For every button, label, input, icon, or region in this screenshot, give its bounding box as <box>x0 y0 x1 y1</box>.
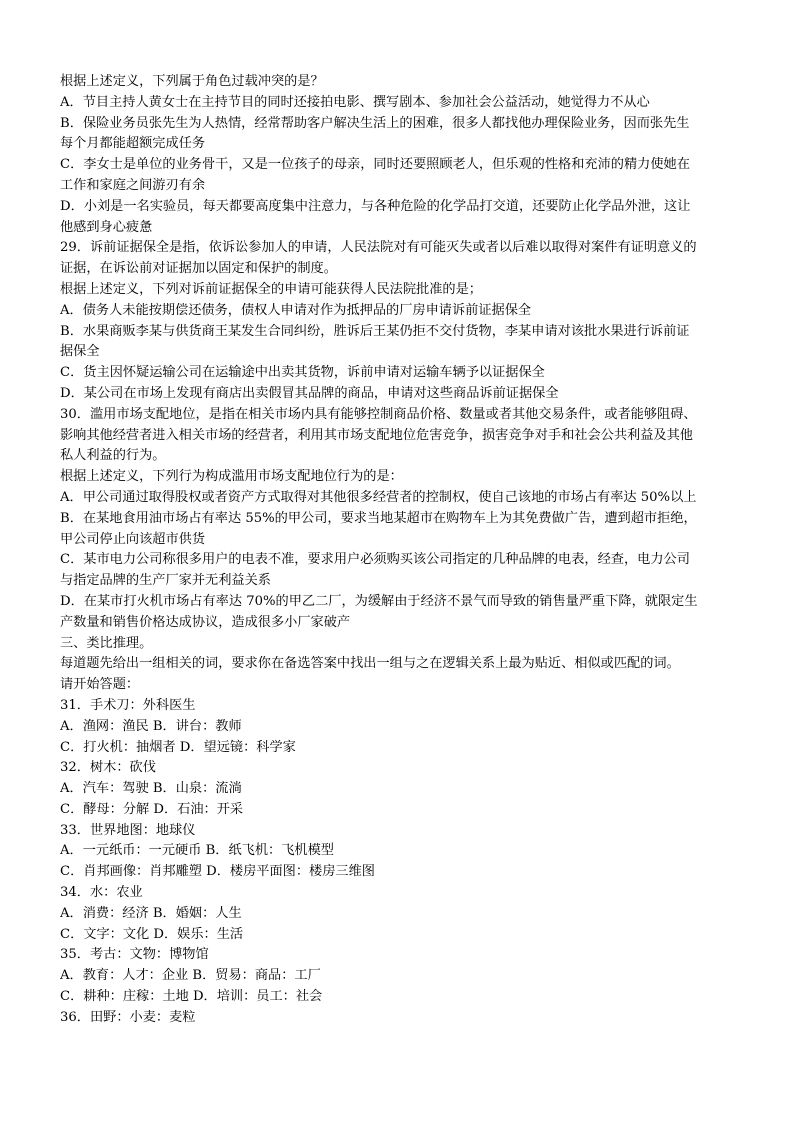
question-stem: 35．考古：文物：博物馆 <box>60 947 209 963</box>
text-line: 产数量和销售价格达成协议，造成很多小厂家破产 <box>60 614 351 630</box>
text-line: 私人利益的行为。 <box>60 448 166 464</box>
section-heading: 三、类比推理。 <box>60 635 153 651</box>
text-line: A．甲公司通过取得股权或者资产方式取得对其他很多经营者的控制权，使自己该地的市场占有率达 50%以上 <box>60 489 697 505</box>
text-line: 甲公司停止向该超市供货 <box>60 531 206 547</box>
text-line: D．小刘是一名实验员，每天都要高度集中注意力，与各种危险的化学品打交道，还要防止化学品外泄，这让 <box>60 198 691 214</box>
question-stem: 34．水：农业 <box>60 885 143 901</box>
answer-options: A．渔网：渔民 B．讲台：教师 <box>60 718 242 734</box>
text-line: A．节目主持人黄女士在主持节目的同时还接拍电影、撰写剧本、参加社会公益活动，她觉得力不从心 <box>60 94 650 110</box>
text-line: C．货主因怀疑运输公司在运输途中出卖其货物，诉前申请对运输车辆予以证据保全 <box>60 365 545 381</box>
text-line: D．在某市打火机市场占有率达 70%的甲乙二厂，为缓解由于经济不景气而导致的销售量严重下降，就限定生 <box>60 593 698 609</box>
text-line: 每道题先给出一组相关的词，要求你在备选答案中找出一组与之在逻辑关系上最为贴近、相似或匹配的词。 <box>60 656 680 672</box>
text-line: D．某公司在市场上发现有商店出卖假冒其品牌的商品，申请对这些商品诉前证据保全 <box>60 385 559 401</box>
answer-options: A．一元纸币：一元硬币 B．纸飞机：飞机模型 <box>60 843 334 859</box>
text-line: 影响其他经营者进入相关市场的经营者，利用其市场支配地位危害竞争，损害竞争对手和社会公共利益及其他 <box>60 427 693 443</box>
text-line: 与指定品牌的生产厂家并无利益关系 <box>60 573 271 589</box>
text-line: B．保险业务员张先生为人热情，经常帮助客户解决生活上的困难，很多人都找他办理保险业务，因而张先生 <box>60 115 690 131</box>
text-line: B．在某地食用油市场占有率达 55%的甲公司，要求当地某超市在购物车上为其免费做广告，遭到超市拒绝， <box>60 510 697 526</box>
text-line: 根据上述定义，下列对诉前证据保全的申请可能获得人民法院批准的是； <box>60 281 482 297</box>
text-line: A．债务人未能按期偿还债务，债权人申请对作为抵押品的厂房申请诉前证据保全 <box>60 302 532 318</box>
answer-options: C．打火机：抽烟者 D．望远镜：科学家 <box>60 739 296 755</box>
answer-options: A．消费：经济 B．婚姻：人生 <box>60 905 242 921</box>
text-line: 请开始答题： <box>60 677 140 693</box>
question-stem: 32．树木：砍伐 <box>60 760 156 776</box>
text-line: 证据，在诉讼前对证据加以固定和保护的制度。 <box>60 261 337 277</box>
text-line: 他感到身心疲惫 <box>60 219 153 235</box>
text-line: C．某市电力公司称很多用户的电表不准，要求用户必须购买该公司指定的几种品牌的电表，经查，电力公司 <box>60 552 690 568</box>
text-line: 每个月都能超额完成任务 <box>60 136 206 152</box>
question-stem: 33．世界地图：地球仪 <box>60 822 196 838</box>
answer-options: C．耕种：庄稼：土地 D．培训：员工：社会 <box>60 989 323 1005</box>
answer-options: A．教育：人才：企业 B．贸易：商品：工厂 <box>60 968 321 984</box>
text-line: 据保全 <box>60 344 100 360</box>
text-line: B．水果商贩李某与供货商王某发生合同纠纷，胜诉后王某仍拒不交付货物，李某申请对该批水果进行诉前证 <box>60 323 690 339</box>
answer-options: C．文字：文化 D．娱乐：生活 <box>60 926 244 942</box>
answer-options: C．肖邦画像：肖邦雕塑 D．楼房平面图：楼房三维图 <box>60 864 375 880</box>
text-line: 30．滥用市场支配地位，是指在相关市场内具有能够控制商品价格、数量或者其他交易条件，或者能够阻碍、 <box>60 406 697 422</box>
text-line: 工作和家庭之间游刃有余 <box>60 177 206 193</box>
text-line: 29．诉前证据保全是指，依诉讼参加人的申请，人民法院对有可能灭失或者以后难以取得对案件有证明意义的 <box>60 240 697 256</box>
text-line: 根据上述定义，下列行为构成滥用市场支配地位行为的是： <box>60 469 403 485</box>
answer-options: A．汽车：驾驶 B．山泉：流淌 <box>60 781 242 797</box>
text-line: C．李女士是单位的业务骨干，又是一位孩子的母亲，同时还要照顾老人，但乐观的性格和充沛的精力使她在 <box>60 157 690 173</box>
question-stem: 36．田野：小麦：麦粒 <box>60 1009 196 1025</box>
question-stem: 31．手术刀：外科医生 <box>60 697 196 713</box>
text-line: 根据上述定义，下列属于角色过载冲突的是？ <box>60 74 324 89</box>
answer-options: C．酵母：分解 D．石油：开采 <box>60 801 244 817</box>
